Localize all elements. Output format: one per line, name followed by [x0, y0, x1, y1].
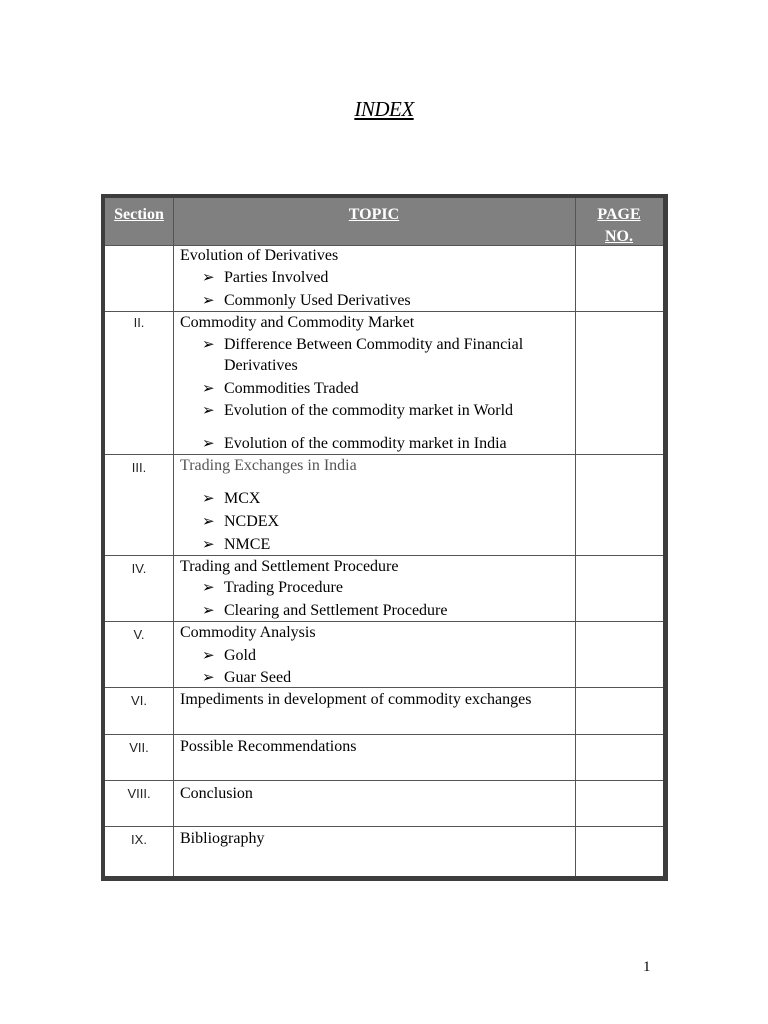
- section-number: IV.: [131, 561, 147, 576]
- row-divider: [105, 687, 663, 688]
- arrowhead-bullet-icon: ➢: [202, 648, 215, 664]
- row-heading: Commodity and Commodity Market: [180, 314, 415, 331]
- page-number: 1: [643, 959, 651, 975]
- list-item: ➢ NMCE: [202, 536, 271, 553]
- list-item: ➢ Difference Between Commodity and Financial: [202, 336, 524, 353]
- list-item: ➢ Guar Seed: [202, 669, 292, 686]
- list-item: ➢ Evolution of the commodity market in India: [202, 435, 507, 452]
- row-divider: [105, 454, 663, 455]
- column-divider: [173, 198, 174, 876]
- section-number: II.: [133, 315, 145, 330]
- list-item: ➢ Gold: [202, 647, 256, 664]
- row-divider: [105, 734, 663, 735]
- section-number: III.: [131, 460, 147, 475]
- arrowhead-bullet-icon: ➢: [202, 436, 215, 452]
- list-item-continuation: Derivatives: [224, 357, 298, 374]
- section-number: VI.: [131, 693, 147, 708]
- list-item: ➢ MCX: [202, 490, 261, 507]
- section-number: IX.: [131, 832, 147, 847]
- arrowhead-bullet-icon: ➢: [202, 603, 215, 619]
- arrowhead-bullet-icon: ➢: [202, 270, 215, 286]
- list-item: ➢ Commodities Traded: [202, 380, 359, 397]
- row-heading: Evolution of Derivatives: [180, 247, 339, 264]
- table-header: [105, 198, 663, 245]
- column-divider: [575, 198, 576, 876]
- header-page-line1: PAGE: [597, 206, 641, 223]
- row-heading: Possible Recommendations: [180, 738, 357, 755]
- list-item: ➢ Clearing and Settlement Procedure: [202, 602, 448, 619]
- row-divider: [105, 780, 663, 781]
- arrowhead-bullet-icon: ➢: [202, 491, 215, 507]
- arrowhead-bullet-icon: ➢: [202, 670, 215, 686]
- row-heading: Trading and Settlement Procedure: [180, 558, 399, 575]
- arrowhead-bullet-icon: ➢: [202, 381, 215, 397]
- row-heading: Commodity Analysis: [180, 624, 316, 641]
- row-heading: Impediments in development of commodity exchanges: [180, 691, 532, 708]
- row-heading: Bibliography: [180, 830, 265, 847]
- list-item: ➢ NCDEX: [202, 513, 280, 530]
- section-number: VII.: [129, 740, 149, 755]
- arrowhead-bullet-icon: ➢: [202, 514, 215, 530]
- section-number: V.: [133, 627, 145, 642]
- header-topic: TOPIC: [348, 206, 400, 223]
- header-section: Section: [114, 206, 164, 223]
- arrowhead-bullet-icon: ➢: [202, 403, 215, 419]
- row-heading: Conclusion: [180, 785, 253, 802]
- row-divider: [105, 621, 663, 622]
- row-heading: Trading Exchanges in India: [180, 457, 357, 474]
- row-divider: [105, 311, 663, 312]
- index-table-frame: [101, 194, 668, 881]
- list-item: ➢ Commonly Used Derivatives: [202, 292, 411, 309]
- arrowhead-bullet-icon: ➢: [202, 580, 215, 596]
- list-item: ➢ Evolution of the commodity market in World: [202, 402, 514, 419]
- index-table: [105, 198, 663, 876]
- list-item: ➢ Parties Involved: [202, 269, 329, 286]
- arrowhead-bullet-icon: ➢: [202, 337, 215, 353]
- list-item: ➢ Trading Procedure: [202, 579, 343, 596]
- arrowhead-bullet-icon: ➢: [202, 537, 215, 553]
- row-divider: [105, 826, 663, 827]
- page-title: INDEX: [354, 97, 414, 121]
- row-divider: [105, 555, 663, 556]
- section-number: VIII.: [127, 786, 151, 801]
- header-page-line2: NO.: [605, 228, 633, 245]
- arrowhead-bullet-icon: ➢: [202, 293, 215, 309]
